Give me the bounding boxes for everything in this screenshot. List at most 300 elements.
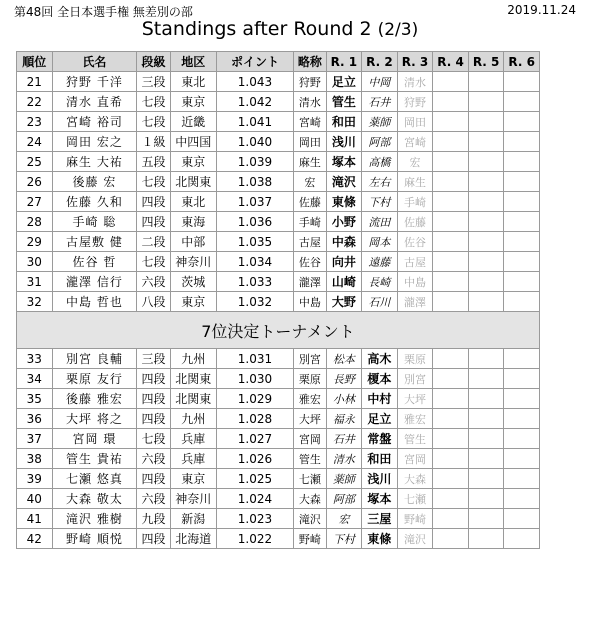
round4-cell <box>433 232 469 252</box>
abbr-cell: 栗原 <box>294 369 326 389</box>
round1-cell: 小林 <box>326 389 362 409</box>
rank-cell: 40 <box>17 489 53 509</box>
round3-cell: 佐藤 <box>397 212 433 232</box>
abbr-cell: 清水 <box>294 92 326 112</box>
round2-cell: 榎本 <box>362 369 398 389</box>
points-cell: 1.038 <box>216 172 293 192</box>
points-cell: 1.022 <box>216 529 293 549</box>
round4-cell <box>433 389 469 409</box>
round4-cell <box>433 349 469 369</box>
round4-cell <box>433 192 469 212</box>
round1-cell: 向井 <box>326 252 362 272</box>
round1-cell: 東條 <box>326 192 362 212</box>
round6-cell <box>504 449 540 469</box>
rank-cell: 30 <box>17 252 53 272</box>
round3-cell: 宏 <box>397 152 433 172</box>
round5-cell <box>468 469 504 489</box>
grade-cell: 六段 <box>137 489 170 509</box>
rank-cell: 35 <box>17 389 53 409</box>
points-cell: 1.043 <box>216 72 293 92</box>
grade-cell: 二段 <box>137 232 170 252</box>
points-cell: 1.040 <box>216 132 293 152</box>
grade-cell: 七段 <box>137 429 170 449</box>
round4-cell <box>433 529 469 549</box>
region-cell: 北関東 <box>170 172 216 192</box>
region-cell: 中部 <box>170 232 216 252</box>
player-name-cell: 七瀬 悠真 <box>52 469 137 489</box>
player-name-cell: 佐藤 久和 <box>52 192 137 212</box>
points-cell: 1.029 <box>216 389 293 409</box>
points-cell: 1.023 <box>216 509 293 529</box>
round6-cell <box>504 72 540 92</box>
round2-cell: 中村 <box>362 389 398 409</box>
round6-cell <box>504 369 540 389</box>
round2-cell: 長崎 <box>362 272 398 292</box>
round4-cell <box>433 409 469 429</box>
round3-cell: 手崎 <box>397 192 433 212</box>
round2-cell: 薬師 <box>362 112 398 132</box>
round3-cell: 岡田 <box>397 112 433 132</box>
region-cell: 新潟 <box>170 509 216 529</box>
round1-cell: 浅川 <box>326 132 362 152</box>
table-row <box>17 369 540 389</box>
table-row <box>17 449 540 469</box>
event-date: 2019.11.24 <box>507 3 576 17</box>
round6-cell <box>504 192 540 212</box>
round3-cell: 管生 <box>397 429 433 449</box>
rank-cell: 33 <box>17 349 53 369</box>
rank-cell: 25 <box>17 152 53 172</box>
points-cell: 1.030 <box>216 369 293 389</box>
round6-cell <box>504 112 540 132</box>
abbr-cell: 管生 <box>294 449 326 469</box>
section-divider <box>17 312 540 349</box>
round2-cell: 三屋 <box>362 509 398 529</box>
round2-cell: 左右 <box>362 172 398 192</box>
grade-cell: 三段 <box>137 349 170 369</box>
round4-cell <box>433 152 469 172</box>
region-cell: 北海道 <box>170 529 216 549</box>
points-cell: 1.031 <box>216 349 293 369</box>
player-name-cell: 大坪 将之 <box>52 409 137 429</box>
table-row <box>17 349 540 369</box>
region-cell: 東北 <box>170 192 216 212</box>
round5-cell <box>468 509 504 529</box>
round6-cell <box>504 272 540 292</box>
round1-cell: 中森 <box>326 232 362 252</box>
column-header: R. 2 <box>362 52 398 72</box>
table-row <box>17 469 540 489</box>
round3-cell: 瀧澤 <box>397 292 433 312</box>
round3-cell: 宮崎 <box>397 132 433 152</box>
region-cell: 近畿 <box>170 112 216 132</box>
round3-cell: 大森 <box>397 469 433 489</box>
round6-cell <box>504 509 540 529</box>
grade-cell: 四段 <box>137 212 170 232</box>
round5-cell <box>468 409 504 429</box>
round1-cell: 山崎 <box>326 272 362 292</box>
table-header-row <box>17 52 540 72</box>
points-cell: 1.034 <box>216 252 293 272</box>
round5-cell <box>468 389 504 409</box>
round1-cell: 清水 <box>326 449 362 469</box>
rank-cell: 26 <box>17 172 53 192</box>
round3-cell: 別宮 <box>397 369 433 389</box>
round5-cell <box>468 489 504 509</box>
abbr-cell: 佐藤 <box>294 192 326 212</box>
abbr-cell: 狩野 <box>294 72 326 92</box>
round5-cell <box>468 192 504 212</box>
player-name-cell: 狩野 千洋 <box>52 72 137 92</box>
player-name-cell: 別宮 良輔 <box>52 349 137 369</box>
player-name-cell: 古屋敷 健 <box>52 232 137 252</box>
round2-cell: 中岡 <box>362 72 398 92</box>
column-header: R. 1 <box>326 52 362 72</box>
round3-cell: 佐谷 <box>397 232 433 252</box>
rank-cell: 34 <box>17 369 53 389</box>
round2-cell: 和田 <box>362 449 398 469</box>
round5-cell <box>468 429 504 449</box>
grade-cell: 四段 <box>137 369 170 389</box>
round6-cell <box>504 469 540 489</box>
round3-cell: 中島 <box>397 272 433 292</box>
round4-cell <box>433 509 469 529</box>
title-text: Standings after Round 2 <box>141 18 372 40</box>
round5-cell <box>468 92 504 112</box>
abbr-cell: 七瀬 <box>294 469 326 489</box>
player-name-cell: 滝沢 雅樹 <box>52 509 137 529</box>
table-row <box>17 429 540 449</box>
grade-cell: １級 <box>137 132 170 152</box>
rank-cell: 28 <box>17 212 53 232</box>
round1-cell: 阿部 <box>326 489 362 509</box>
table-row <box>17 292 540 312</box>
round2-cell: 岡本 <box>362 232 398 252</box>
round4-cell <box>433 172 469 192</box>
grade-cell: 四段 <box>137 409 170 429</box>
points-cell: 1.042 <box>216 92 293 112</box>
column-header: 地区 <box>170 52 216 72</box>
points-cell: 1.033 <box>216 272 293 292</box>
grade-cell: 四段 <box>137 469 170 489</box>
round1-cell: 和田 <box>326 112 362 132</box>
round5-cell <box>468 529 504 549</box>
round1-cell: 薬師 <box>326 469 362 489</box>
round4-cell <box>433 112 469 132</box>
grade-cell: 四段 <box>137 389 170 409</box>
event-name: 第48回 全日本選手権 無差別の部 <box>14 5 193 19</box>
region-cell: 神奈川 <box>170 252 216 272</box>
table-row <box>17 152 540 172</box>
round4-cell <box>433 489 469 509</box>
round2-cell: 高木 <box>362 349 398 369</box>
rank-cell: 36 <box>17 409 53 429</box>
region-cell: 中四国 <box>170 132 216 152</box>
player-name-cell: 宮岡 環 <box>52 429 137 449</box>
grade-cell: 七段 <box>137 92 170 112</box>
table-row <box>17 489 540 509</box>
rank-cell: 37 <box>17 429 53 449</box>
points-cell: 1.035 <box>216 232 293 252</box>
round4-cell <box>433 292 469 312</box>
round6-cell <box>504 92 540 112</box>
round1-cell: 足立 <box>326 72 362 92</box>
points-cell: 1.032 <box>216 292 293 312</box>
abbr-cell: 宏 <box>294 172 326 192</box>
abbr-cell: 麻生 <box>294 152 326 172</box>
round1-cell: 長野 <box>326 369 362 389</box>
abbr-cell: 大坪 <box>294 409 326 429</box>
round5-cell <box>468 212 504 232</box>
abbr-cell: 野崎 <box>294 529 326 549</box>
grade-cell: 七段 <box>137 252 170 272</box>
round3-cell: 宮岡 <box>397 449 433 469</box>
abbr-cell: 別宮 <box>294 349 326 369</box>
standings-body-7th-place <box>17 349 540 549</box>
table-row <box>17 409 540 429</box>
round6-cell <box>504 389 540 409</box>
region-cell: 東北 <box>170 72 216 92</box>
round2-cell: 流田 <box>362 212 398 232</box>
column-header: R. 4 <box>433 52 469 72</box>
round1-cell: 福永 <box>326 409 362 429</box>
round3-cell: 狩野 <box>397 92 433 112</box>
table-row <box>17 132 540 152</box>
rank-cell: 22 <box>17 92 53 112</box>
region-cell: 東京 <box>170 152 216 172</box>
table-row <box>17 389 540 409</box>
grade-cell: 六段 <box>137 449 170 469</box>
round5-cell <box>468 152 504 172</box>
column-header: 段級 <box>137 52 170 72</box>
round6-cell <box>504 489 540 509</box>
round3-cell: 七瀬 <box>397 489 433 509</box>
round5-cell <box>468 449 504 469</box>
player-name-cell: 清水 直希 <box>52 92 137 112</box>
abbr-cell: 雅宏 <box>294 389 326 409</box>
player-name-cell: 栗原 友行 <box>52 369 137 389</box>
rank-cell: 29 <box>17 232 53 252</box>
grade-cell: 六段 <box>137 272 170 292</box>
round4-cell <box>433 252 469 272</box>
player-name-cell: 岡田 宏之 <box>52 132 137 152</box>
round4-cell <box>433 212 469 232</box>
round2-cell: 石川 <box>362 292 398 312</box>
abbr-cell: 岡田 <box>294 132 326 152</box>
round6-cell <box>504 292 540 312</box>
column-header: 氏名 <box>52 52 137 72</box>
round2-cell: 石井 <box>362 92 398 112</box>
table-row <box>17 192 540 212</box>
page-indicator: (2/3) <box>377 20 419 40</box>
region-cell: 東京 <box>170 469 216 489</box>
round3-cell: 雅宏 <box>397 409 433 429</box>
round4-cell <box>433 72 469 92</box>
abbr-cell: 瀧澤 <box>294 272 326 292</box>
round5-cell <box>468 292 504 312</box>
round3-cell: 麻生 <box>397 172 433 192</box>
round6-cell <box>504 252 540 272</box>
round4-cell <box>433 369 469 389</box>
region-cell: 九州 <box>170 349 216 369</box>
abbr-cell: 手崎 <box>294 212 326 232</box>
table-row <box>17 212 540 232</box>
round3-cell: 栗原 <box>397 349 433 369</box>
points-cell: 1.037 <box>216 192 293 212</box>
table-row <box>17 112 540 132</box>
points-cell: 1.024 <box>216 489 293 509</box>
round2-cell: 足立 <box>362 409 398 429</box>
rank-cell: 23 <box>17 112 53 132</box>
table-row <box>17 232 540 252</box>
round1-cell: 大野 <box>326 292 362 312</box>
round2-cell: 浅川 <box>362 469 398 489</box>
round3-cell: 清水 <box>397 72 433 92</box>
rank-cell: 39 <box>17 469 53 489</box>
rank-cell: 27 <box>17 192 53 212</box>
grade-cell: 七段 <box>137 112 170 132</box>
round6-cell <box>504 132 540 152</box>
region-cell: 北関東 <box>170 389 216 409</box>
round3-cell: 古屋 <box>397 252 433 272</box>
points-cell: 1.026 <box>216 449 293 469</box>
round5-cell <box>468 72 504 92</box>
table-row <box>17 92 540 112</box>
grade-cell: 八段 <box>137 292 170 312</box>
round6-cell <box>504 212 540 232</box>
round4-cell <box>433 272 469 292</box>
player-name-cell: 後藤 雅宏 <box>52 389 137 409</box>
player-name-cell: 瀧澤 信行 <box>52 272 137 292</box>
table-row <box>17 509 540 529</box>
round1-cell: 小野 <box>326 212 362 232</box>
grade-cell: 四段 <box>137 192 170 212</box>
abbr-cell: 佐谷 <box>294 252 326 272</box>
round5-cell <box>468 349 504 369</box>
rank-cell: 24 <box>17 132 53 152</box>
round5-cell <box>468 369 504 389</box>
player-name-cell: 麻生 大祐 <box>52 152 137 172</box>
round2-cell: 遠藤 <box>362 252 398 272</box>
round2-cell: 阿部 <box>362 132 398 152</box>
grade-cell: 七段 <box>137 172 170 192</box>
round6-cell <box>504 529 540 549</box>
player-name-cell: 宮崎 裕司 <box>52 112 137 132</box>
round3-cell: 野崎 <box>397 509 433 529</box>
round1-cell: 松本 <box>326 349 362 369</box>
round1-cell: 管生 <box>326 92 362 112</box>
page-title <box>0 18 560 40</box>
table-row <box>17 252 540 272</box>
points-cell: 1.028 <box>216 409 293 429</box>
grade-cell: 三段 <box>137 72 170 92</box>
round4-cell <box>433 429 469 449</box>
column-header: 順位 <box>17 52 53 72</box>
round6-cell <box>504 152 540 172</box>
abbr-cell: 滝沢 <box>294 509 326 529</box>
round4-cell <box>433 469 469 489</box>
table-row <box>17 72 540 92</box>
column-header: 略称 <box>294 52 326 72</box>
region-cell: 兵庫 <box>170 429 216 449</box>
region-cell: 九州 <box>170 409 216 429</box>
points-cell: 1.039 <box>216 152 293 172</box>
player-name-cell: 中島 哲也 <box>52 292 137 312</box>
round6-cell <box>504 429 540 449</box>
points-cell: 1.041 <box>216 112 293 132</box>
abbr-cell: 大森 <box>294 489 326 509</box>
round4-cell <box>433 449 469 469</box>
column-header: R. 6 <box>504 52 540 72</box>
player-name-cell: 後藤 宏 <box>52 172 137 192</box>
column-header: R. 3 <box>397 52 433 72</box>
points-cell: 1.036 <box>216 212 293 232</box>
region-cell: 東京 <box>170 292 216 312</box>
points-cell: 1.027 <box>216 429 293 449</box>
rank-cell: 32 <box>17 292 53 312</box>
round5-cell <box>468 232 504 252</box>
round5-cell <box>468 252 504 272</box>
round6-cell <box>504 172 540 192</box>
grade-cell: 四段 <box>137 529 170 549</box>
player-name-cell: 野崎 順悦 <box>52 529 137 549</box>
section-title: 7位決定トーナメント <box>17 312 540 349</box>
round6-cell <box>504 232 540 252</box>
round2-cell: 東條 <box>362 529 398 549</box>
region-cell: 東京 <box>170 92 216 112</box>
table-row <box>17 529 540 549</box>
table-row <box>17 172 540 192</box>
grade-cell: 九段 <box>137 509 170 529</box>
region-cell: 神奈川 <box>170 489 216 509</box>
abbr-cell: 古屋 <box>294 232 326 252</box>
rank-cell: 41 <box>17 509 53 529</box>
round1-cell: 塚本 <box>326 152 362 172</box>
rank-cell: 21 <box>17 72 53 92</box>
round6-cell <box>504 409 540 429</box>
round4-cell <box>433 132 469 152</box>
rank-cell: 31 <box>17 272 53 292</box>
player-name-cell: 管生 貴祐 <box>52 449 137 469</box>
column-header: ポイント <box>216 52 293 72</box>
round2-cell: 高橋 <box>362 152 398 172</box>
standings-body-main <box>17 72 540 312</box>
table-row <box>17 272 540 292</box>
round2-cell: 常盤 <box>362 429 398 449</box>
column-header: R. 5 <box>468 52 504 72</box>
region-cell: 東海 <box>170 212 216 232</box>
player-name-cell: 手崎 聡 <box>52 212 137 232</box>
abbr-cell: 中島 <box>294 292 326 312</box>
round5-cell <box>468 272 504 292</box>
round1-cell: 下村 <box>326 529 362 549</box>
round5-cell <box>468 172 504 192</box>
round1-cell: 宏 <box>326 509 362 529</box>
abbr-cell: 宮崎 <box>294 112 326 132</box>
rank-cell: 42 <box>17 529 53 549</box>
round5-cell <box>468 132 504 152</box>
abbr-cell: 宮岡 <box>294 429 326 449</box>
round1-cell: 滝沢 <box>326 172 362 192</box>
round3-cell: 大坪 <box>397 389 433 409</box>
round2-cell: 塚本 <box>362 489 398 509</box>
round2-cell: 下村 <box>362 192 398 212</box>
rank-cell: 38 <box>17 449 53 469</box>
round4-cell <box>433 92 469 112</box>
region-cell: 茨城 <box>170 272 216 292</box>
region-cell: 北関東 <box>170 369 216 389</box>
round3-cell: 滝沢 <box>397 529 433 549</box>
